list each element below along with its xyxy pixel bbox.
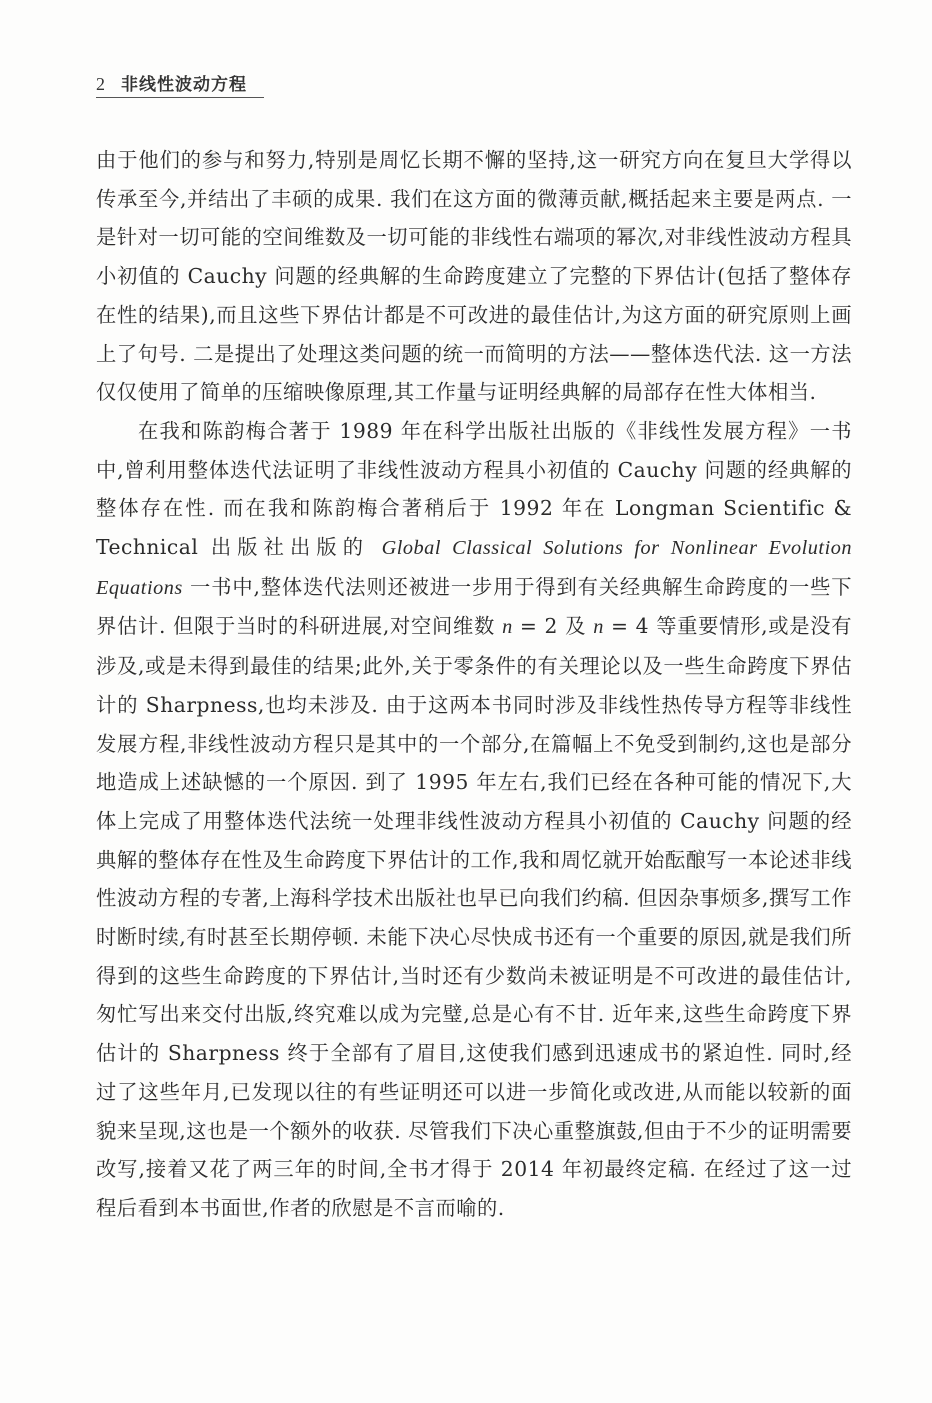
page-number: 2 xyxy=(96,74,105,94)
body-text xyxy=(96,141,852,1228)
paragraph-2-text: 在我和陈韵梅合著于 1989 年在科学出版社出版的《非线性发展方程》一书中,曾利用整体迭代法证明了非线性波动方程具小初值的 Cauchy 问题的经典解的整体存在性. 而在我和陈韵梅合著稍后于 1992 年在 Longman Scientific & Technical 出版社出版的 xyxy=(96,418,852,560)
header-rule xyxy=(96,97,264,98)
math-variable-n: n xyxy=(593,616,604,639)
paragraph-1 xyxy=(96,141,852,412)
chapter-title: 非线性波动方程 xyxy=(121,75,247,95)
paragraph-2-text: 一书中,整体迭代法则还被进一步用于得到有关经典解生命跨度的一些下界估计. 但限于当时的科研进展,对空间维数 xyxy=(96,574,852,639)
paragraph-2 xyxy=(96,412,852,1228)
paragraph-2-text: = 4 等重要情形,或是没有涉及,或是未得到最佳的结果;此外,关于零条件的有关理论以及一些生命跨度下界估计的 Sharpness,也均未涉及. 由于这两本书同时涉及非线性热传导方程等非线性发展方程,非线性波动方程只是其中的一个部分,在篇幅上不免受到制约,这也是部分地造成上述缺憾的一个原因. 到了 1995 年左右,我们已经在各种可能的情况下,大体上完成了用整体迭代法统一处理非线性波动方程具小初值的 Cauchy 问题的经典解的整体存在性及生命跨度下界估计的工作,我和周忆就开始酝酿写一本论述非线性波动方程的专著,上海科学技术出版社也早已向我们约稿. 但因杂事烦多,撰写工作时断时续,有时甚至长期停顿. 未能下决心尽快成书还有一个重要的原因,就是我们所得到的这些生命跨度的下界估计,当时还有少数尚未被证明是不可改进的最佳估计,匆忙写出来交付出版,终究难以成为完璧,总是心有不甘. 近年来,这些生命跨度下界估计的 Sharpness 终于全部有了眉目,这使我们感到迅速成书的紧迫性. 同时,经过了这些年月,已发现以往的有些证明还可以进一步简化或改进,从而能以较新的面貌来呈现,这也是一个额外的收获. 尽管我们下决心重整旗鼓,但由于不少的证明需要改写,接着又花了两三年的时间,全书才得于 2014 年初最终定稿. 在经过了这一过程后看到本书面世,作者的欣慰是不言而喻的. xyxy=(96,614,852,1220)
book-title-italic: Global Classical Solutions for Nonlinear Evolution Equations xyxy=(96,537,852,599)
paragraph-2-text: = 2 及 xyxy=(512,614,594,639)
paragraph-1-text: 由于他们的参与和努力,特别是周忆长期不懈的坚持,这一研究方向在复旦大学得以传承至今,并结出了丰硕的成果. 我们在这方面的微薄贡献,概括起来主要是两点. 一是针对一切可能的空间维数及一切可能的非线性右端项的幂次,对非线性波动方程具小初值的 Cauchy 问题的经典解的生命跨度建立了完整的下界估计(包括了整体存在性的结果),而且这些下界估计都是不可改进的最佳估计,为这方面的研究原则上画上了句号. 二是提出了处理这类问题的统一而简明的方法——整体迭代法. 这一方法仅仅使用了简单的压缩映像原理,其工作量与证明经典解的局部存在性大体相当. xyxy=(96,148,852,405)
math-variable-n: n xyxy=(502,616,513,639)
running-head xyxy=(96,70,247,100)
